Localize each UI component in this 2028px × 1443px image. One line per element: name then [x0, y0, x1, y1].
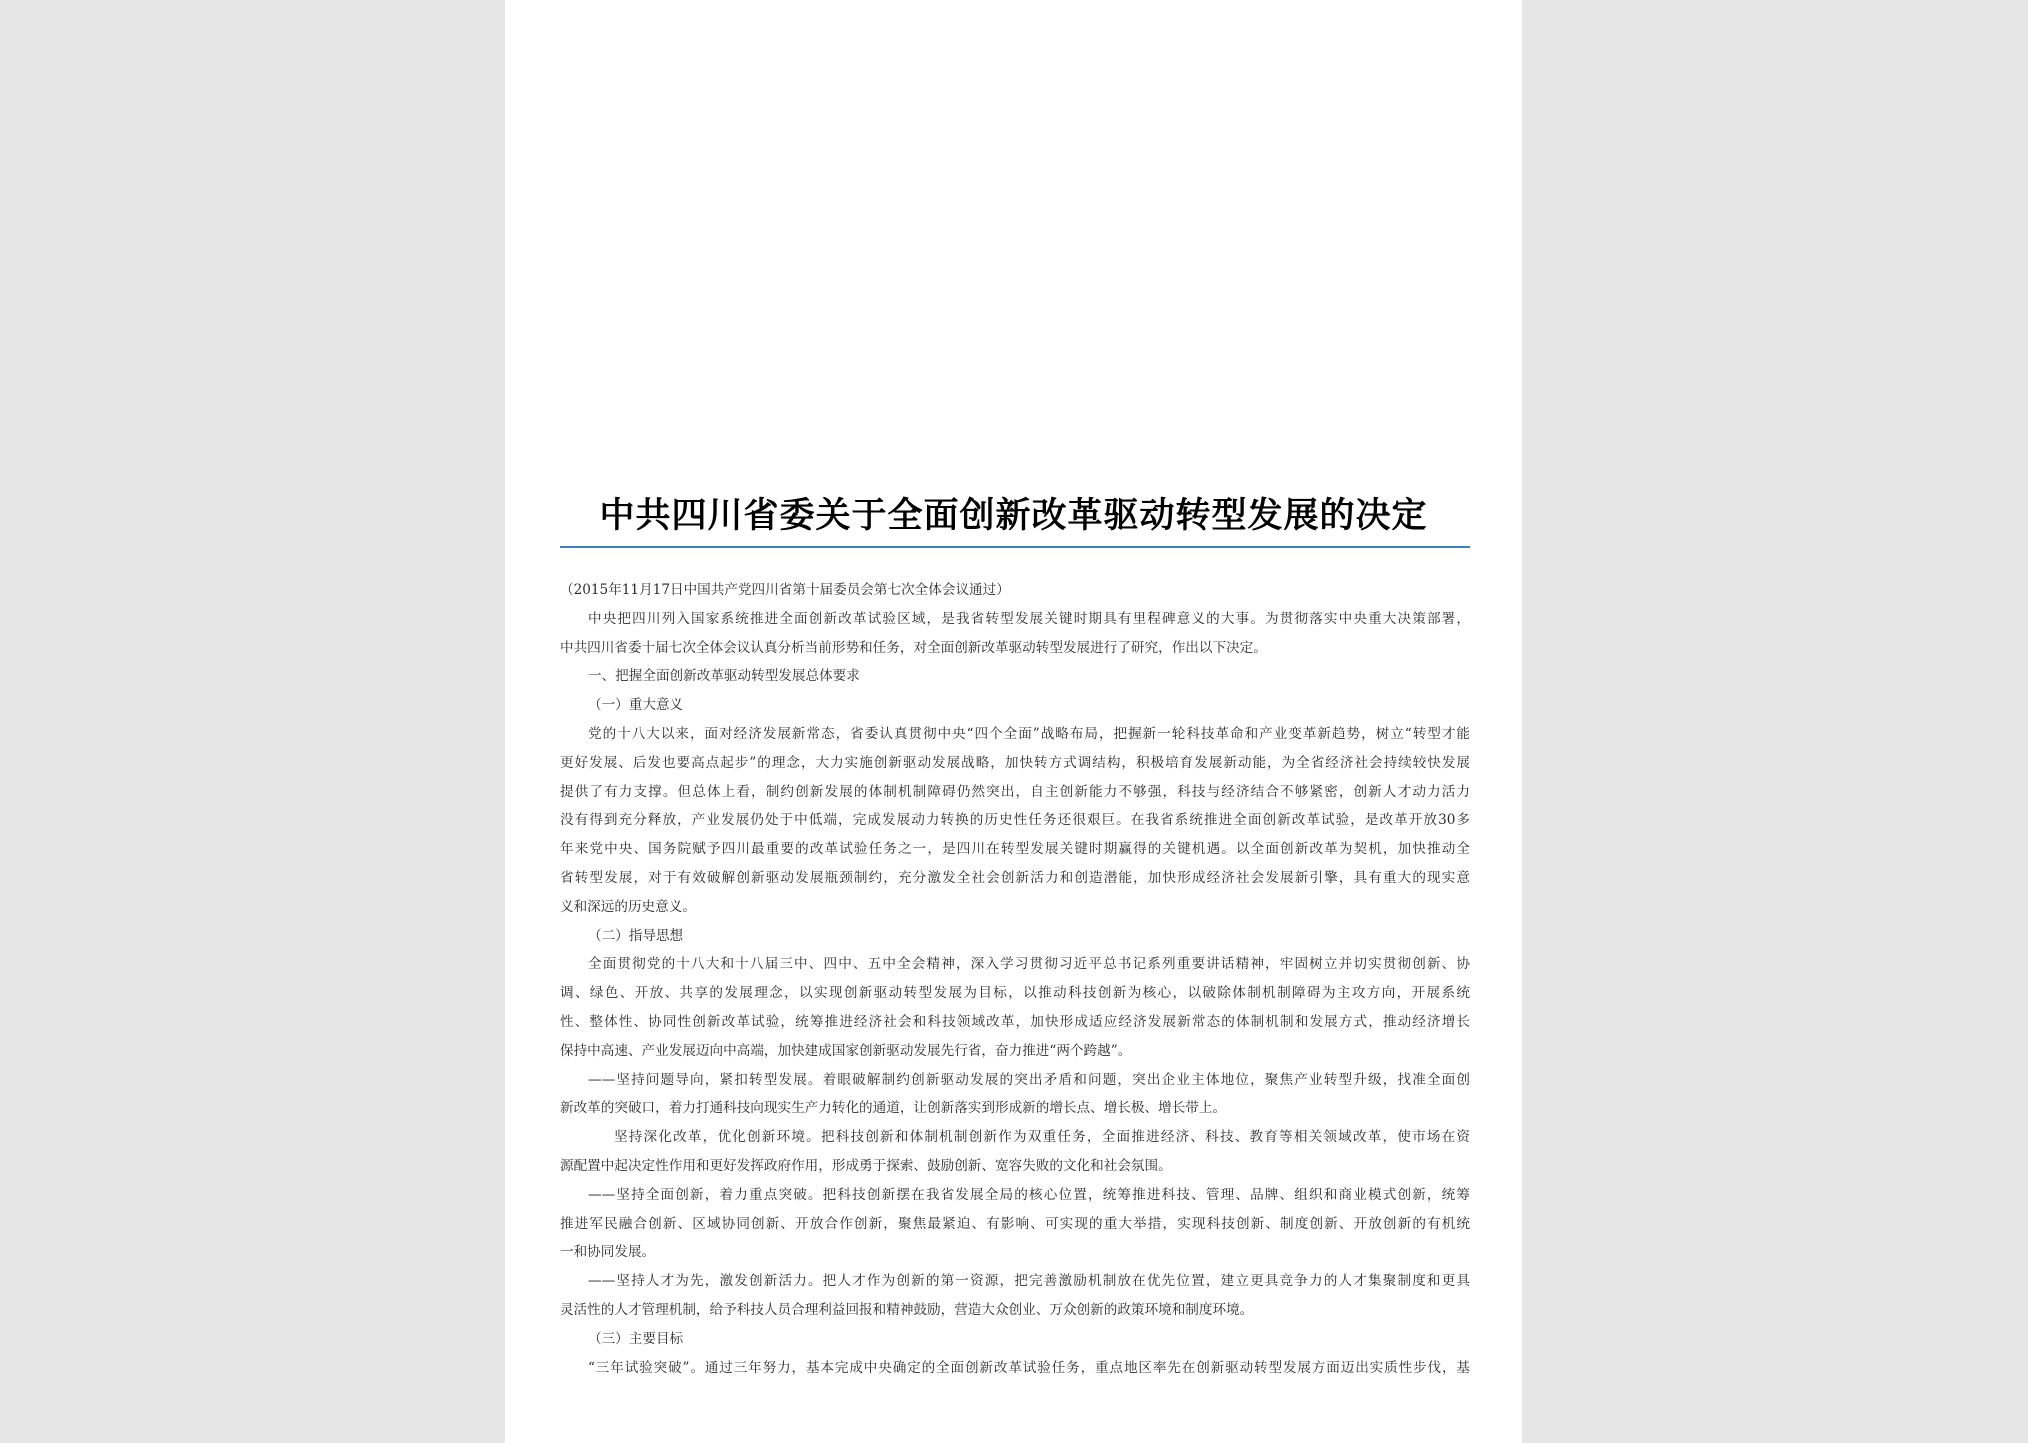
body-line: 更好发展、后发也要高点起步”的理念，大力实施创新驱动发展战略，加快转方式调结构，积极培育发展新动能，为全省经济社会持续较快发展 — [560, 754, 1470, 771]
body-line: 年来党中央、国务院赋予四川最重要的改革试验任务之一，是四川在转型发展关键时期赢得的关键机遇。以全面创新改革为契机，加快推动全 — [560, 841, 1470, 858]
document-title: 中共四川省委关于全面创新改革驱动转型发展的决定 — [599, 495, 1428, 536]
body-line: （二）指导思想 — [588, 927, 684, 944]
body-line: 全面贯彻党的十八大和十八届三中、四中、五中全会精神，深入学习贯彻习近平总书记系列重要讲话精神，牢固树立并切实贯彻创新、协 — [588, 956, 1470, 973]
body-line: 义和深远的历史意义。 — [560, 898, 696, 915]
body-line: 推进军民融合创新、区域协同创新、开放合作创新，聚焦最紧迫、有影响、可实现的重大举措，实现科技创新、制度创新、开放创新的有机统 — [560, 1215, 1470, 1232]
body-line: 中央把四川列入国家系统推进全面创新改革试验区域，是我省转型发展关键时期具有里程碑意义的大事。为贯彻落实中央重大决策部署， — [588, 610, 1470, 627]
body-line: 坚持深化改革，优化创新环境。把科技创新和体制机制创新作为双重任务，全面推进经济、科技、教育等相关领域改革，使市场在资 — [614, 1129, 1470, 1146]
body-line: 调、绿色、开放、共享的发展理念，以实现创新驱动转型发展为目标，以推动科技创新为核心，以破除体制机制障碍为主攻方向，开展系统 — [560, 985, 1470, 1002]
document-page — [505, 0, 1522, 1443]
body-line: “三年试验突破”。通过三年努力，基本完成中央确定的全面创新改革试验任务，重点地区率先在创新驱动转型发展方面迈出实质性步伐，基 — [588, 1359, 1470, 1376]
body-line: （一）重大意义 — [588, 697, 684, 714]
body-line: ——坚持人才为先，激发创新活力。把人才作为创新的第一资源，把完善激励机制放在优先位置，建立更具竞争力的人才集聚制度和更具 — [588, 1273, 1470, 1290]
body-line: 一和协同发展。 — [560, 1244, 656, 1261]
body-line: 提供了有力支撑。但总体上看，制约创新发展的体制机制障碍仍然突出，自主创新能力不够强，科技与经济结合不够紧密，创新人才动力活力 — [560, 783, 1470, 800]
body-line: 源配置中起决定性作用和更好发挥政府作用，形成勇于探索、鼓励创新、宽容失败的文化和社会氛围。 — [560, 1157, 1172, 1174]
body-line: ——坚持全面创新，着力重点突破。把科技创新摆在我省发展全局的核心位置，统筹推进科技、管理、品牌、组织和商业模式创新，统筹 — [588, 1186, 1470, 1203]
body-line: 新改革的突破口，着力打通科技向现实生产力转化的通道，让创新落实到形成新的增长点、增长极、增长带上。 — [560, 1100, 1227, 1117]
body-line: 党的十八大以来，面对经济发展新常态，省委认真贯彻中央“四个全面”战略布局，把握新一轮科技革命和产业变革新趋势，树立“转型才能 — [588, 725, 1470, 742]
body-line: 性、整体性、协同性创新改革试验，统筹推进经济社会和科技领域改革，加快形成适应经济发展新常态的体制机制和发展方式，推动经济增长 — [560, 1013, 1470, 1030]
body-line: 省转型发展，对于有效破解创新驱动发展瓶颈制约，充分激发全社会创新活力和创造潜能，加快形成经济社会发展新引擎，具有重大的现实意 — [560, 869, 1470, 886]
body-line: 中共四川省委十届七次全体会议认真分析当前形势和任务，对全面创新改革驱动转型发展进行了研究，作出以下决定。 — [560, 639, 1267, 656]
body-line: （2015年11月17日中国共产党四川省第十届委员会第七次全体会议通过） — [560, 582, 1010, 598]
body-line: 一、把握全面创新改革驱动转型发展总体要求 — [588, 668, 860, 685]
body-line: 保持中高速、产业发展迈向中高端，加快建成国家创新驱动发展先行省，奋力推进“两个跨越”。 — [560, 1042, 1132, 1059]
body-line: 没有得到充分释放，产业发展仍处于中低端，完成发展动力转换的历史性任务还很艰巨。在我省系统推进全面创新改革试验，是改革开放30多 — [560, 812, 1470, 829]
document-body — [560, 576, 1470, 1382]
body-line: （三）主要目标 — [588, 1330, 684, 1347]
body-line: 灵活性的人才管理机制，给予科技人员合理利益回报和精神鼓励，营造大众创业、万众创新的政策环境和制度环境。 — [560, 1301, 1254, 1318]
body-line: ——坚持问题导向，紧扣转型发展。着眼破解制约创新驱动发展的突出矛盾和问题，突出企业主体地位，聚焦产业转型升级，找准全面创 — [588, 1071, 1470, 1088]
title-underline — [560, 546, 1470, 548]
